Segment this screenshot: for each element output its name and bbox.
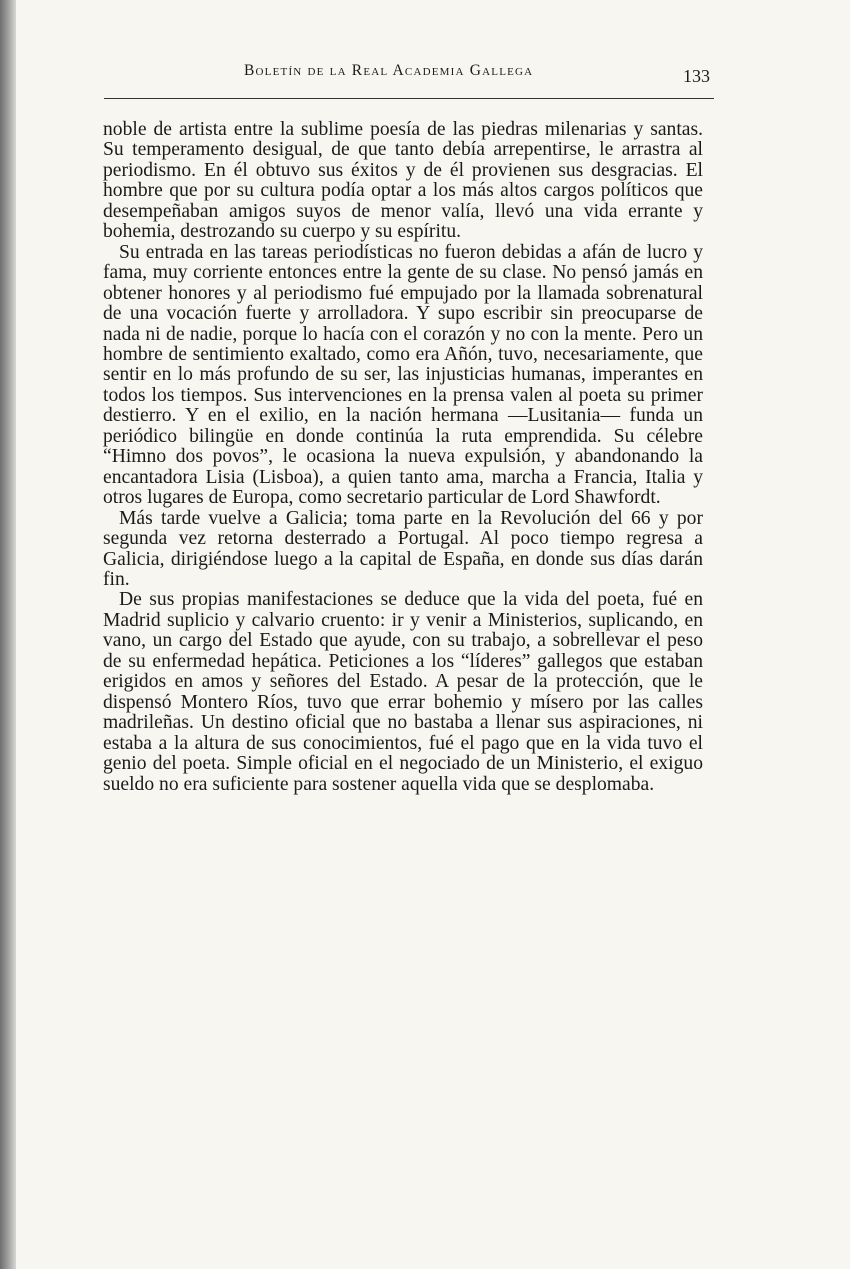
body-text — [103, 120, 703, 795]
page-header — [104, 58, 714, 99]
paragraph: noble de artista entre la sublime poesía de las piedras milenarias y santas. Su temperamento desigual, de que tanto debía arrepentirse, le arrastra al periodismo. En él obtuvo sus éxitos y de él provienen sus desgracias. El hombre que por su cultura podía optar a los más altos cargos políticos que desempeñaban amigos suyos de menor valía, llevó una vida errante y bohemia, destrozando su cuerpo y su espíritu. — [103, 119, 703, 243]
paragraph: Su entrada en las tareas periodísticas no fueron debidas a afán de lucro y fama, muy corriente entonces entre la gente de su clase. No pensó jamás en obtener honores y al periodismo fué empujado por la llamada sobrenatural de una vocación fuerte y arrolladora. Y supo escribir sin preocuparse de nada ni de nadie, porque lo hacía con el corazón y no con la mente. Pero un hombre de sentimiento exaltado, como era Añón, tuvo, necesariamente, que sentir en lo más profundo de su ser, las injusticias humanas, imperantes en todos los tiempos. Sus intervenciones en la prensa valen al poeta su primer destierro. Y en el exilio, en la nación hermana —Lusitania— funda un periódico bilingüe en donde continúa la ruta emprendida. Su célebre “Himno dos povos”, le ocasiona la nueva expulsión, y abandonando la encantadora Lisia (Lisboa), a quien tanto ama, marcha a Francia, Italia y otros lugares de Europa, como secretario particular de Lord Shawfordt. — [103, 241, 703, 509]
paragraph: Más tarde vuelve a Galicia; toma parte en la Revolución del 66 y por segunda vez retorna desterrado a Portugal. Al poco tiempo regresa a Galicia, dirigiéndose luego a la capital de España, en donde sus días darán fin. — [103, 507, 703, 590]
running-title: Boletín de la Real Academia Gallega — [244, 62, 534, 79]
paragraph: De sus propias manifestaciones se deduce que la vida del poeta, fué en Madrid suplicio y calvario cruento: ir y venir a Ministerios, suplicando, en vano, un cargo del Estado que ayude, con su trabajo, a sobrellevar el peso de su enfermedad hepática. Peticiones a los “líderes” gallegos que estaban erigidos en amos y señores del Estado. A pesar de la protección, que le dispensó Montero Ríos, tuvo que errar bohemio y mísero por las calles madrileñas. Un destino oficial que no bastaba a llenar sus aspiraciones, ni estaba a la altura de sus conocimientos, fué el pago que en la vida tuvo el genio del poeta. Simple oficial en el negociado de un Ministerio, el exiguo sueldo no era suficiente para sostener aquella vida que se desplomaba. — [103, 589, 703, 795]
book-spine-shadow — [0, 0, 16, 1269]
page-number: 133 — [683, 66, 710, 86]
